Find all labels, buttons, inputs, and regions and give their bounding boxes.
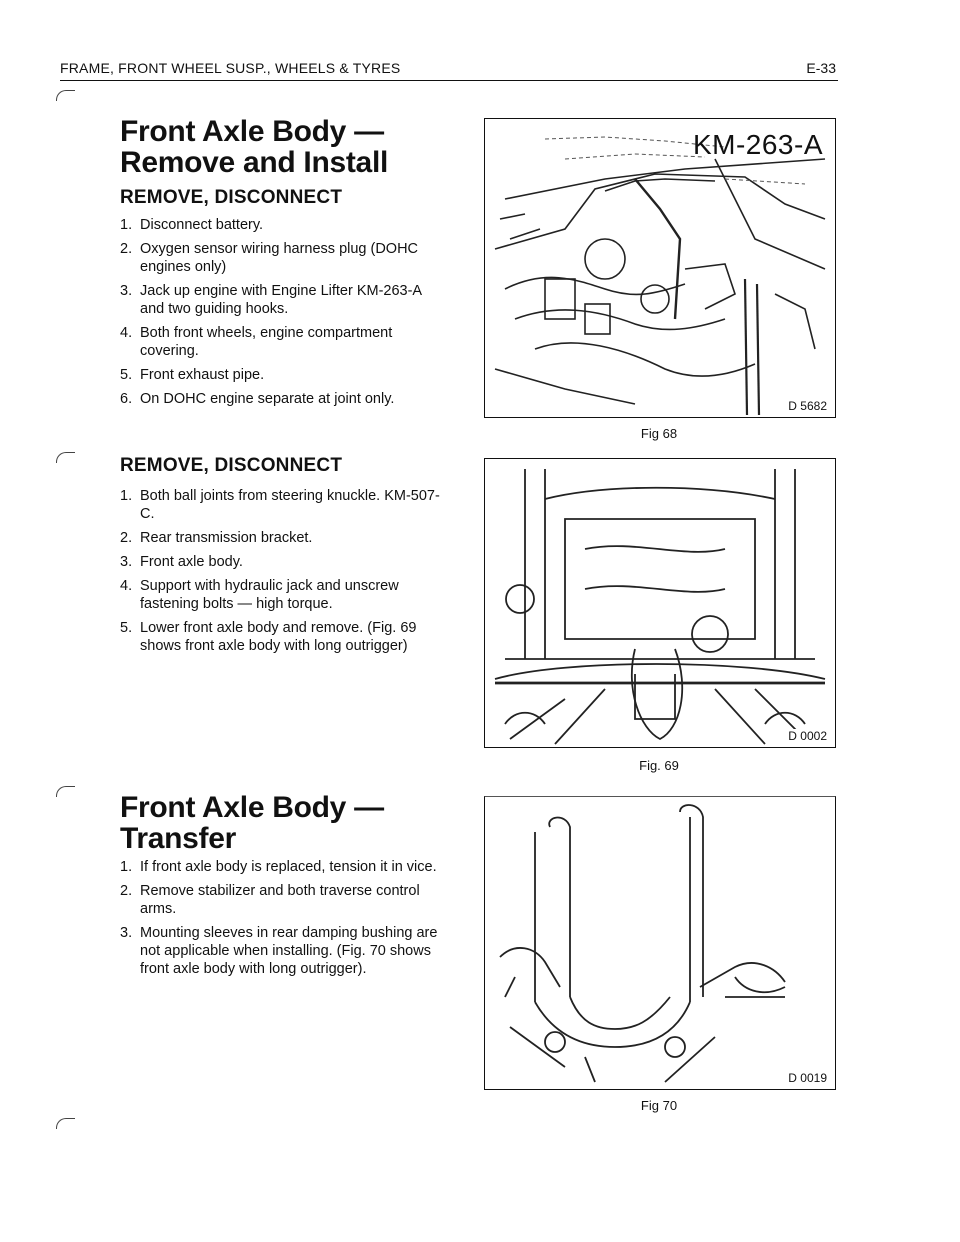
list-item: 1. Disconnect battery. bbox=[120, 217, 264, 233]
list-item: 6. On DOHC engine separate at joint only. bbox=[120, 391, 395, 407]
margin-mark bbox=[56, 452, 75, 463]
tool-label: KM-263-A bbox=[692, 129, 823, 160]
figure-69-front-axle-body bbox=[484, 458, 836, 748]
list-item: 3. Mounting sleeves in rear damping bushing are not applicable when installing. (Fig. 70 shows front axle body with long outrigger). bbox=[120, 925, 438, 977]
subtitle-remove-disconnect-2: REMOVE, DISCONNECT bbox=[120, 455, 343, 476]
list-item: 2. Remove stabilizer and both traverse control arms. bbox=[120, 883, 420, 917]
figure-id: D 0019 bbox=[788, 1071, 827, 1085]
figure-70-axle-body-transfer bbox=[484, 796, 836, 1090]
section-title-transfer: Front Axle Body — Transfer bbox=[120, 791, 384, 855]
subtitle-remove-disconnect: REMOVE, DISCONNECT bbox=[120, 187, 343, 208]
section-title-remove-install: Front Axle Body — Remove and Install bbox=[120, 115, 389, 179]
list-item: 5. Lower front axle body and remove. (Fig. 69 shows front axle body with long outrigger) bbox=[120, 620, 417, 654]
page-header bbox=[60, 58, 838, 81]
steps-list-2 bbox=[120, 487, 440, 661]
list-item: 1. If front axle body is replaced, tension it in vice. bbox=[120, 859, 437, 875]
steps-list-3 bbox=[120, 858, 440, 984]
steps-list-1 bbox=[120, 216, 440, 414]
list-item: 5. Front exhaust pipe. bbox=[120, 367, 265, 383]
figure-id: D 5682 bbox=[788, 399, 827, 413]
list-item: 4. Both front wheels, engine compartment covering. bbox=[120, 325, 393, 359]
list-item: 2. Rear transmission bracket. bbox=[120, 530, 313, 546]
margin-mark bbox=[56, 90, 75, 101]
axle-transfer-illustration bbox=[485, 797, 835, 1089]
margin-mark bbox=[56, 786, 75, 797]
figure-68-engine-lifter bbox=[484, 118, 836, 418]
page-number: E-33 bbox=[806, 60, 836, 76]
list-item: 4. Support with hydraulic jack and unscrew fastening bolts — high torque. bbox=[120, 578, 399, 612]
list-item: 1. Both ball joints from steering knuckle. KM-507-C. bbox=[120, 488, 440, 522]
engine-lifter-illustration bbox=[485, 119, 835, 417]
margin-mark bbox=[56, 1118, 75, 1129]
chapter-title: FRAME, FRONT WHEEL SUSP., WHEELS & TYRES bbox=[60, 60, 401, 76]
figure-caption: Fig 68 bbox=[640, 426, 678, 441]
figure-id: D 0002 bbox=[788, 729, 827, 743]
front-axle-illustration bbox=[485, 459, 835, 747]
list-item: 3. Jack up engine with Engine Lifter KM-263-A and two guiding hooks. bbox=[120, 283, 422, 317]
figure-caption: Fig. 69 bbox=[639, 758, 679, 773]
list-item: 3. Front axle body. bbox=[120, 554, 243, 570]
figure-caption: Fig 70 bbox=[640, 1098, 678, 1113]
list-item: 2. Oxygen sensor wiring harness plug (DOHC engines only) bbox=[120, 241, 419, 275]
